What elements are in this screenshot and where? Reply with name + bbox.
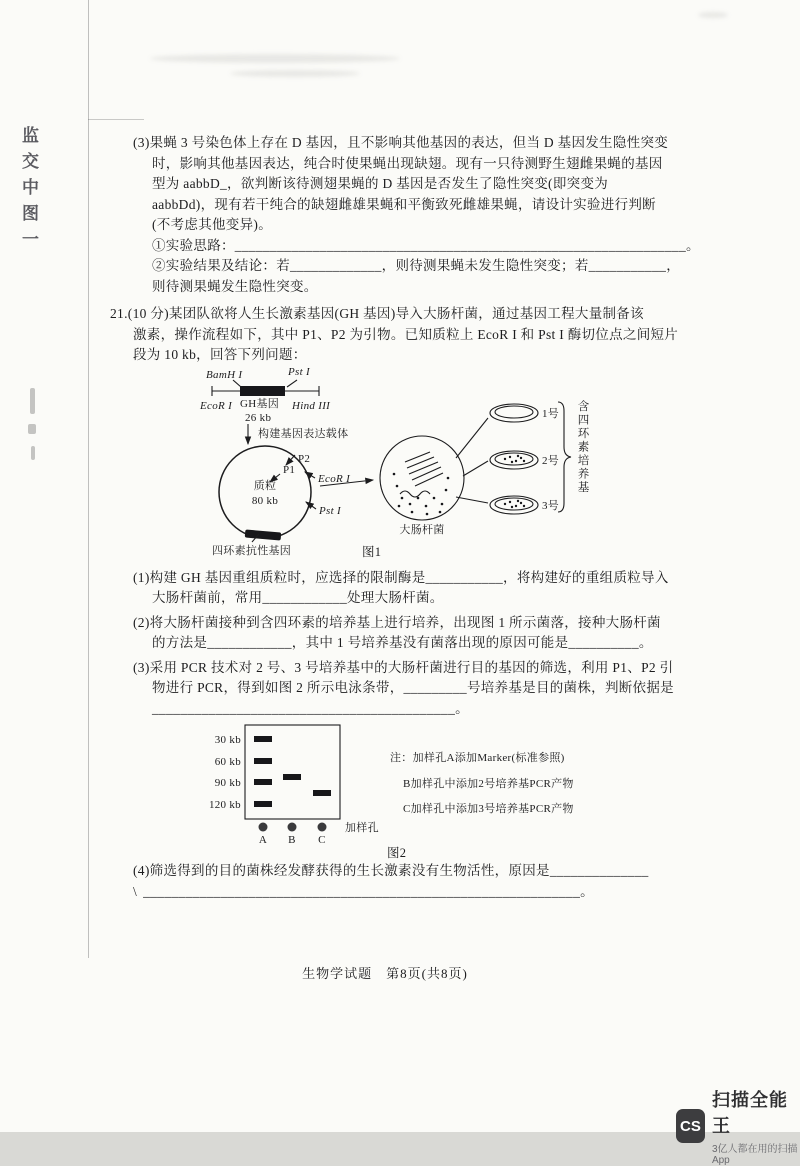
gel-note-1: 注：加样孔A添加Marker(标准参照)	[390, 752, 565, 764]
ecoli-label: 大肠杆菌	[399, 523, 445, 536]
scan-edge-line	[88, 0, 89, 958]
plasmid-name-label: 质粒	[253, 479, 277, 492]
dishes-brace	[558, 402, 571, 512]
exam-content	[110, 133, 700, 902]
ecoli-colony-dots	[393, 472, 450, 515]
gh-size-label: 26 kb	[245, 411, 272, 424]
gh-gene-box	[240, 386, 285, 396]
petri-dish-2	[490, 451, 559, 469]
marker-60kb: 60 kb	[214, 756, 241, 768]
lane-b-label: B	[288, 834, 296, 846]
gel-bands	[254, 736, 331, 807]
figure-1	[110, 366, 670, 564]
gel-marker-labels	[209, 734, 241, 811]
gh-gene-construct	[199, 366, 331, 424]
page-footer: 生物学试题 第8页(共8页)	[302, 966, 468, 981]
camscanner-badge	[676, 1086, 800, 1166]
camscanner-app-name: 扫描全能王	[711, 1090, 788, 1136]
dish-1-label: 1号	[542, 407, 560, 420]
q21-intro-line-2: 激素，操作流程如下，其中 P1、P2 为引物。已知质粒上 EcoR I 和 Pst I 酶切位点之间短片	[133, 326, 679, 342]
ecoli	[380, 436, 464, 536]
scan-edge-tick	[88, 119, 144, 120]
q21-sub2-line-2: 的方法是____________，其中 1 号培养基没有菌落出现的原因可能是__________。	[152, 635, 653, 650]
scan-smudge	[150, 54, 400, 63]
marker-120kb: 120 kb	[208, 799, 241, 811]
dish-3-colonies	[504, 499, 525, 507]
ecoli-circle	[380, 436, 464, 520]
gel-well	[259, 823, 268, 832]
plasmid-ecor1-label: EcoR I	[318, 472, 351, 485]
gel-band	[283, 774, 301, 780]
q21-sub4-line-2	[133, 882, 670, 903]
tetracycline-medium-label: 含四环素培养基	[576, 399, 589, 494]
camscanner-logo-text: CS	[680, 1117, 701, 1135]
gel-wells	[259, 823, 327, 832]
gh-gene-label: GH基因	[240, 397, 280, 410]
q21-intro-line-3: 段为 10 kb，回答下列问题：	[133, 347, 307, 362]
q21-sub1-line-2: 大肠杆菌前，常用____________处理大肠杆菌。	[152, 590, 444, 605]
plasmid	[212, 446, 351, 557]
pst1-top-label: Pst I	[288, 365, 310, 378]
q21-sub2-line-1: (2)将大肠杆菌接种到含四环素的培养基上进行培养，出现图 1 所示菌落，接种大肠杆菌	[133, 614, 661, 630]
figure-1-caption: 图1	[362, 544, 382, 559]
figure-2	[110, 719, 670, 859]
camscanner-tagline: 3亿人都在用的扫描App	[711, 1144, 798, 1166]
build-vector-arrow	[248, 424, 348, 444]
q3-line-3: 型为 aabbD_，欲判断该待测翅果蝇的 D 基因是否发生了隐性突变(即突变为	[152, 176, 609, 191]
petri-dish-1	[490, 404, 559, 422]
gel-band	[313, 790, 331, 796]
margin-artifact	[30, 388, 35, 414]
figure-1-diagram	[112, 366, 592, 564]
gel-band	[254, 758, 272, 764]
hind3-label: Hind III	[292, 399, 331, 412]
dish-3-label: 3号	[542, 499, 560, 512]
blank-line: ______________________________________________________________。	[143, 883, 594, 899]
q3-line-7: ②实验结果及结论：若_____________，则待测果蝇未发生隐性突变；若___________，	[152, 258, 680, 273]
q3-line-6: ①实验思路：________________________________________________________________。	[152, 237, 700, 253]
q21-sub3-line-2: 物进行 PCR，得到如图 2 所示电泳条带，_________号培养基是目的菌株，判断依据是	[152, 680, 674, 695]
q21-sub4-line-1: (4)筛选得到的目的菌株经发酵获得的生长激素没有生物活性，原因是______________	[133, 863, 649, 878]
gel-band	[254, 736, 272, 742]
dish-2-label: 2号	[542, 454, 560, 467]
q3-line-5: (不考虑其他变异)。	[152, 217, 272, 232]
gel-band	[254, 801, 272, 807]
gel-well	[288, 823, 297, 832]
marker-30kb: 30 kb	[214, 734, 241, 746]
q3-line-8: 则待测果蝇发生隐性突变。	[152, 278, 318, 294]
well-label: 加样孔	[345, 822, 379, 834]
margin-stamp-text: 监交中图一	[19, 126, 38, 256]
bamh1-label: BamH I	[206, 368, 243, 381]
lane-c-label: C	[318, 834, 326, 846]
gel-note-3: C加样孔中添加3号培养基PCR产物	[403, 803, 574, 815]
stray-mark: \	[133, 883, 138, 899]
margin-artifact	[31, 446, 35, 460]
gel-note-2: B加样孔中添加2号培养基PCR产物	[403, 778, 574, 790]
gel-band	[254, 779, 272, 785]
margin-artifact	[28, 424, 36, 434]
q21-intro-line-1: 21.(10 分)某团队欲将人生长激素基因(GH 基因)导入大肠杆菌，通过基因工程大量制备该	[110, 306, 644, 321]
tet-gene-label: 四环素抗性基因	[212, 544, 292, 557]
p2-label: P2	[298, 452, 311, 465]
gel-well	[318, 823, 327, 832]
tet-resistance-segment	[245, 529, 282, 540]
lane-a-label: A	[258, 834, 268, 846]
ecor1-top-label: EcoR I	[200, 399, 233, 412]
petri-dish-3	[490, 496, 559, 514]
q21-sub1-line-1: (1)构建 GH 基因重组质粒时，应选择的限制酶是___________，将构建好的重组质粒导入	[133, 569, 669, 585]
plasmid-size-label: 80 kb	[251, 494, 279, 507]
plating-lines	[456, 418, 488, 503]
figure-2-diagram	[195, 719, 625, 859]
q3-line-4: aabbDd)，现有若干纯合的缺翅雌雄果蝇和平衡致死雌雄果蝇，请设计实验进行判断	[152, 196, 656, 212]
plasmid-pst1-label: Pst I	[319, 504, 341, 517]
marker-90kb: 90 kb	[214, 777, 241, 789]
p1-label: P1	[283, 463, 296, 476]
q21-sub3-line-3: ___________________________________________。	[152, 700, 469, 716]
gel-notes	[390, 750, 574, 815]
figure-2-caption: 图2	[387, 846, 407, 860]
gel-lane-labels	[259, 834, 326, 846]
q21-sub3-line-1: (3)采用 PCR 技术对 2 号、3 号培养基中的大肠杆菌进行目的基因的筛选，利用 P1、P2 引	[133, 659, 674, 675]
ecoli-hatch	[400, 452, 443, 497]
q3-line-2: 时，影响其他基因表达，纯合时使果蝇出现缺翅。现有一只待测野生翅雌果蝇的基因	[152, 155, 663, 171]
scan-smudge	[230, 70, 360, 77]
q3-line-1: (3)果蝇 3 号染色体上存在 D 基因，且不影响其他基因的表达，但当 D 基因发生隐性突变	[133, 135, 669, 150]
camscanner-text	[712, 1086, 800, 1166]
build-vector-label: 构建基因表达载体	[258, 427, 349, 440]
scan-smudge	[698, 12, 728, 18]
camscanner-logo-icon	[676, 1109, 705, 1143]
dish-2-colonies	[504, 454, 525, 462]
